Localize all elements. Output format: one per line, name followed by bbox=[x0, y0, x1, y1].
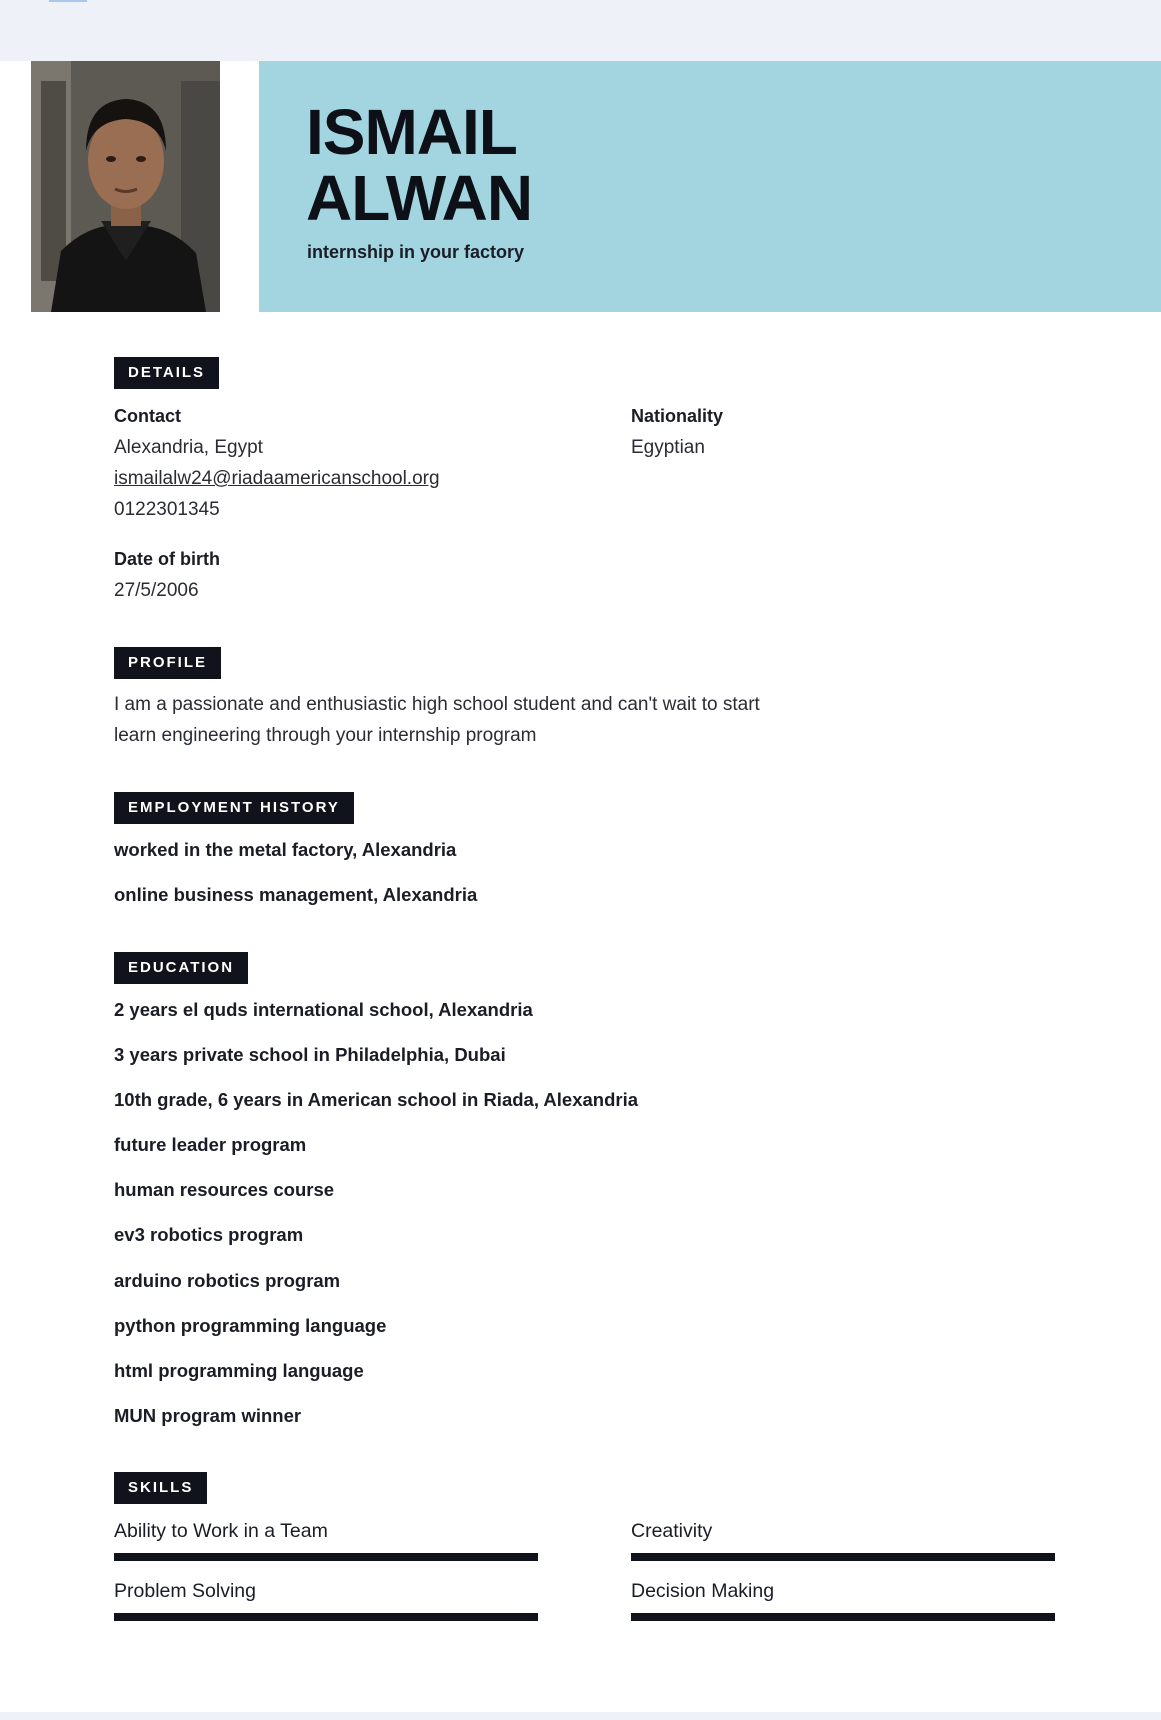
skill-name: Decision Making bbox=[631, 1580, 775, 1602]
dob-value: 27/5/2006 bbox=[114, 580, 199, 601]
education-item: 3 years private school in Philadelphia, Dubai bbox=[114, 1044, 506, 1065]
skill-bar-fill bbox=[631, 1613, 1055, 1621]
employment-item: online business management, Alexandria bbox=[114, 884, 478, 905]
skill-bar-fill bbox=[114, 1553, 538, 1561]
profile-summary bbox=[114, 689, 834, 751]
education-item: arduino robotics program bbox=[114, 1270, 341, 1291]
email-link[interactable]: ismailalw24@riadaamericanschool.org bbox=[114, 468, 440, 489]
header-band bbox=[259, 61, 1161, 312]
skill-bar-fill bbox=[631, 1553, 1055, 1561]
last-name: ALWAN bbox=[306, 162, 533, 234]
profile-line-2: learn engineering through your internship program bbox=[114, 725, 537, 746]
nationality-value: Egyptian bbox=[631, 437, 705, 458]
job-title: internship in your factory bbox=[307, 242, 525, 262]
education-heading: EDUCATION bbox=[114, 952, 248, 984]
education-item: python programming language bbox=[114, 1315, 387, 1336]
details-heading: DETAILS bbox=[114, 357, 219, 389]
skill-bar bbox=[631, 1553, 1055, 1561]
education-item: future leader program bbox=[114, 1134, 307, 1155]
skill-bar bbox=[631, 1613, 1055, 1621]
education-item: ev3 robotics program bbox=[114, 1224, 304, 1245]
education-item: 2 years el quds international school, Alexandria bbox=[114, 999, 533, 1020]
profile-line-1: I am a passionate and enthusiastic high school student and can't wait to start bbox=[114, 694, 760, 715]
address-value: Alexandria, Egypt bbox=[114, 437, 263, 458]
phone-value: 0122301345 bbox=[114, 499, 220, 520]
first-name: ISMAIL bbox=[306, 96, 517, 168]
skill-bar bbox=[114, 1553, 538, 1561]
skill-bar bbox=[114, 1613, 538, 1621]
education-item: human resources course bbox=[114, 1179, 335, 1200]
dob-label: Date of birth bbox=[114, 549, 220, 569]
skill-name: Problem Solving bbox=[114, 1580, 256, 1602]
education-item: html programming language bbox=[114, 1360, 364, 1381]
skill-bar-fill bbox=[114, 1613, 538, 1621]
skills-heading: SKILLS bbox=[114, 1472, 207, 1504]
nationality-label: Nationality bbox=[631, 406, 724, 426]
profile-heading: PROFILE bbox=[114, 647, 221, 679]
person-photo-icon bbox=[31, 61, 220, 312]
skill-name: Creativity bbox=[631, 1520, 713, 1542]
bottom-strip bbox=[0, 1712, 1161, 1720]
contact-label: Contact bbox=[114, 406, 181, 426]
skill-name: Ability to Work in a Team bbox=[114, 1520, 328, 1542]
employment-item: worked in the metal factory, Alexandria bbox=[114, 839, 457, 860]
top-marker bbox=[49, 0, 87, 2]
employment-heading: EMPLOYMENT HISTORY bbox=[114, 792, 354, 824]
education-item: 10th grade, 6 years in American school in Riada, Alexandria bbox=[114, 1089, 639, 1110]
profile-photo bbox=[31, 61, 220, 312]
resume-page bbox=[0, 61, 1161, 1712]
full-name bbox=[306, 96, 533, 234]
education-item: MUN program winner bbox=[114, 1405, 302, 1426]
